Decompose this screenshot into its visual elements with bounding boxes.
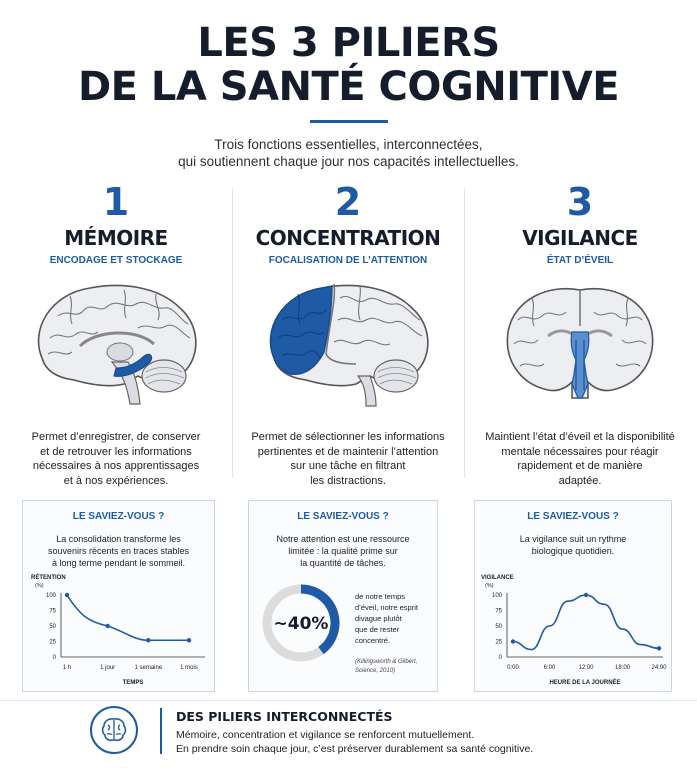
gauge-description-line: divague plutôt: [355, 614, 402, 623]
data-point: [105, 624, 109, 628]
y-tick-label: 0: [52, 655, 56, 661]
gauge-description-line: que de rester: [355, 625, 400, 634]
pillar-description-line: mentale nécessaires pour réagir: [501, 445, 659, 458]
pillar-description-line: rapidement et de manière: [517, 460, 643, 472]
footer-line2: En prendre soin chaque jour, c’est préserver durablement sa santé cognitive.: [176, 743, 534, 755]
data-point: [657, 646, 661, 650]
pillar-description-line: et à nos expériences.: [63, 474, 169, 487]
y-tick-label: 25: [495, 639, 502, 646]
brain-coronal-brainstem-illustration: [492, 280, 668, 410]
pillar-name: CONCENTRATION: [255, 226, 441, 250]
card-text-line: La consolidation transforme les: [56, 534, 181, 544]
did-you-know-card-concentration: [248, 500, 438, 692]
y-axis-unit: (%): [35, 583, 44, 589]
page-subtitle-line1: Trois fonctions essentielles, interconnectées,: [214, 137, 483, 152]
data-point: [65, 593, 69, 597]
x-tick-label: 6:00: [543, 665, 556, 671]
x-tick-label: 1 jour: [100, 665, 116, 671]
card-text-line: biologique quotidien.: [531, 546, 615, 556]
y-tick-label: 25: [49, 639, 56, 646]
page-subtitle-line2: qui soutiennent chaque jour nos capacités intellectuelles.: [178, 154, 519, 169]
gauge-source-line: (Killingsworth & Gilbert,: [355, 659, 418, 665]
page-title-line1: LES 3 PILIERS: [197, 20, 500, 66]
pillar-description-line: Permet d’enregistrer, de conserver: [31, 431, 201, 443]
brain-sagittal-hippocampus-illustration: [28, 280, 204, 410]
brain-icon: [90, 706, 138, 754]
footer-title: DES PILIERS INTERCONNECTÉS: [176, 709, 393, 724]
pillar-description: [14, 430, 218, 488]
pillar-description-line: Permet de sélectionner les informations: [251, 431, 445, 443]
y-axis-unit: (%): [485, 583, 494, 589]
gauge-description-line: concentré.: [355, 636, 391, 645]
y-axis-label: RÉTENTION: [31, 575, 66, 581]
pillar-subtitle: ENCODAGE ET STOCKAGE: [49, 255, 183, 266]
x-tick-label: 1 mois: [180, 665, 198, 671]
card-heading: LE SAVIEZ-VOUS ?: [527, 511, 619, 522]
pillar-vigilance: [464, 180, 696, 500]
vigilance-chart: [475, 561, 673, 691]
pillar-number: 3: [566, 180, 594, 224]
pillar-description: [246, 430, 450, 488]
pillar-name: VIGILANCE: [522, 226, 638, 250]
pillar-description-line: et de retrouver les informations: [40, 445, 192, 458]
gauge-source-line: Science, 2010): [355, 668, 396, 674]
data-point: [146, 638, 150, 642]
x-tick-label: 1 h: [62, 665, 72, 671]
footer-line1: Mémoire, concentration et vigilance se renforcent mutuellement.: [176, 729, 475, 741]
y-axis-label: VIGILANCE: [481, 575, 514, 581]
pillar-description-line: Maintient l’état d’éveil et la disponibilité: [485, 431, 675, 443]
y-tick-label: 100: [491, 593, 502, 599]
y-tick-label: 0: [498, 655, 502, 661]
gauge-value: ~40%: [273, 614, 329, 634]
pillar-name: MÉMOIRE: [64, 226, 168, 250]
x-axis-label: TEMPS: [122, 680, 144, 686]
gauge-description-line: d’éveil, notre esprit: [355, 603, 418, 612]
card-text: [33, 533, 204, 569]
pillar-memoire: [0, 180, 232, 500]
brain-lateral-frontal-lobe-illustration: [260, 280, 436, 410]
did-you-know-card-memory: [22, 500, 215, 692]
pillar-description: [478, 430, 682, 488]
pillar-subtitle: ÉTAT D’ÉVEIL: [546, 255, 614, 266]
page-title-line2: DE LA SANTÉ COGNITIVE: [77, 64, 620, 110]
card-text: [485, 533, 661, 557]
card-text-line: Notre attention est une ressource: [276, 534, 410, 544]
x-tick-label: 12:00: [578, 665, 594, 671]
series-line-vigilance: [513, 595, 659, 650]
data-point: [511, 639, 515, 643]
x-tick-label: 0:00: [507, 665, 519, 671]
data-point: [584, 593, 588, 597]
footer-accent-line: [160, 708, 162, 754]
y-tick-label: 50: [49, 624, 56, 630]
card-heading: LE SAVIEZ-VOUS ?: [297, 511, 389, 522]
gauge-description-line: de notre temps: [355, 592, 406, 601]
card-text-line: souvenirs récents en traces stables: [47, 546, 190, 556]
pillar-concentration: [232, 180, 464, 500]
pillar-number: 2: [334, 180, 362, 224]
y-tick-label: 100: [45, 593, 56, 599]
pillar-subtitle: FOCALISATION DE L’ATTENTION: [268, 255, 428, 266]
y-tick-label: 50: [495, 624, 502, 630]
pillar-description-line: pertinentes et de maintenir l’attention: [257, 445, 439, 458]
card-text-line: La vigilance suit un rythme: [519, 534, 627, 544]
pillar-description-line: adaptée.: [558, 474, 602, 487]
pillar-description-line: sur une tâche en filtrant: [290, 460, 406, 472]
card-text-line: à long terme pendant le sommeil.: [51, 558, 186, 568]
x-tick-label: 24:00: [651, 665, 667, 671]
retention-chart: [23, 573, 216, 691]
series-line-retention: [67, 595, 189, 640]
x-tick-label: 1 semaine: [134, 665, 163, 671]
x-axis-label: HEURE DE LA JOURNÉE: [549, 680, 621, 686]
footer-divider: [0, 700, 697, 701]
card-text: [259, 533, 427, 569]
x-tick-label: 18:00: [614, 665, 631, 671]
card-heading: LE SAVIEZ-VOUS ?: [72, 511, 165, 522]
mind-wandering-gauge: [249, 573, 439, 691]
card-text-line: la quantité de tâches.: [300, 558, 386, 568]
y-tick-label: 75: [495, 608, 502, 615]
data-point: [187, 638, 191, 642]
card-text-line: limitée : la qualité prime sur: [288, 546, 398, 556]
pillar-description-line: nécessaires à nos apprentissages: [32, 460, 200, 472]
pillar-description-line: les distractions.: [310, 474, 386, 487]
did-you-know-card-vigilance: [474, 500, 672, 692]
title-underline: [310, 120, 388, 123]
y-tick-label: 75: [49, 608, 56, 615]
pillar-number: 1: [102, 180, 130, 224]
